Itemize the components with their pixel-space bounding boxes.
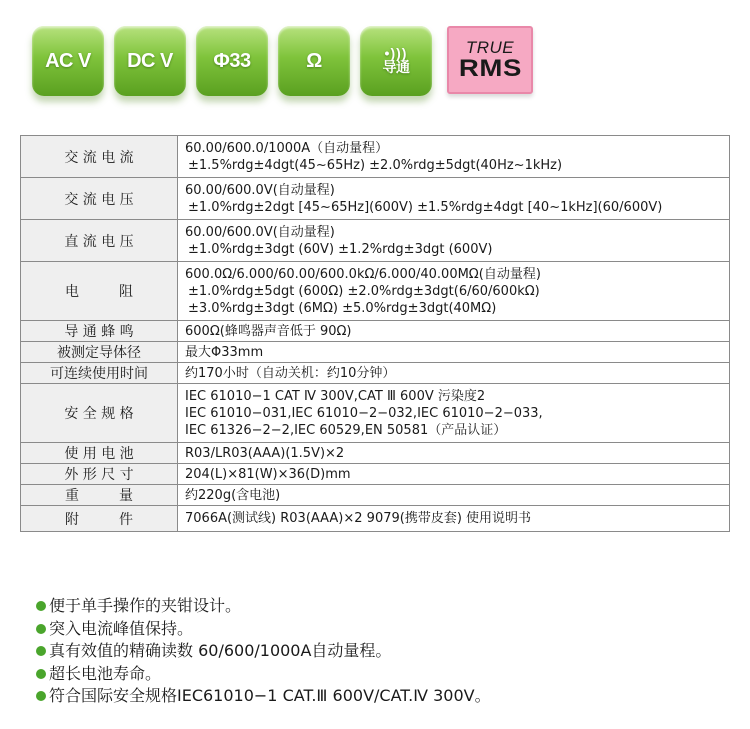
spec-value (178, 178, 730, 220)
continuity-label: 导通 (382, 60, 410, 76)
spec-row (21, 363, 730, 384)
feature-text: 超长电池寿命。 (49, 663, 162, 683)
spec-value-line: 60.00/600.0V(自动量程) (185, 182, 335, 198)
spec-value-line: ±3.0%rdg±3dgt (6MΩ) ±5.0%rdg±3dgt(40MΩ) (188, 300, 497, 316)
function-badges (22, 20, 542, 120)
spec-row (21, 506, 730, 532)
spec-row (21, 321, 730, 342)
true-rms-line2: RMS (458, 54, 522, 82)
jaw-diameter-badge (196, 26, 268, 96)
dc-voltage-badge (114, 26, 186, 96)
feature-item (36, 595, 491, 618)
spec-label: 附 件 (21, 506, 178, 532)
feature-text: 符合国际安全规格IEC61010−1 CAT.Ⅲ 600V/CAT.Ⅳ 300V。 (49, 686, 491, 705)
jaw-diameter-label: Φ33 (213, 49, 251, 72)
spec-row (21, 262, 730, 321)
feature-text: 突入电流峰值保持。 (49, 618, 194, 638)
spec-value (178, 443, 730, 464)
bullet-icon (36, 691, 46, 701)
spec-label: 使 用 电 池 (21, 443, 178, 464)
dc-voltage-label: DC V (127, 49, 173, 72)
bullet-icon (36, 646, 46, 656)
spec-value-line: IEC 61010−031,IEC 61010−2−032,IEC 61010−2−033, (185, 405, 543, 421)
spec-row (21, 485, 730, 506)
spec-value (178, 363, 730, 384)
true-rms-badge (447, 26, 533, 94)
buzzer-icon: •))) (384, 45, 408, 62)
spec-value-line: ±1.0%rdg±2dgt [45~65Hz](600V) ±1.5%rdg±4dgt [40~1kHz](60/600V) (188, 199, 663, 215)
spec-value-line: ±1.0%rdg±3dgt (60V) ±1.2%rdg±3dgt (600V) (188, 241, 493, 257)
spec-value-line: 204(L)×81(W)×36(D)mm (185, 466, 351, 482)
feature-text: 真有效值的精确读数 60/600/1000A自动量程。 (49, 641, 392, 660)
bullet-icon (36, 669, 46, 679)
spec-value (178, 384, 730, 443)
spec-value (178, 342, 730, 363)
spec-row (21, 443, 730, 464)
spec-value-line: 最大Φ33mm (185, 344, 264, 360)
ac-voltage-label: AC V (45, 49, 91, 72)
feature-item (36, 640, 491, 663)
spec-value-line: IEC 61010−1 CAT Ⅳ 300V,CAT Ⅲ 600V 污染度2 (185, 388, 486, 404)
bullet-icon (36, 624, 46, 634)
feature-item (36, 685, 491, 708)
spec-value-line: 600Ω(蜂鸣器声音低于 90Ω) (185, 323, 352, 339)
spec-label: 交 流 电 压 (21, 178, 178, 220)
spec-row (21, 136, 730, 178)
spec-row (21, 220, 730, 262)
feature-item (36, 663, 491, 686)
spec-value-line: 约220g(含电池) (185, 487, 281, 503)
spec-label: 电 阻 (21, 262, 178, 321)
spec-label: 直 流 电 压 (21, 220, 178, 262)
spec-label: 外 形 尺 寸 (21, 464, 178, 485)
spec-value-line: IEC 61326−2−2,IEC 60529,EN 50581（产品认证） (185, 422, 507, 438)
spec-value-line: 7066A(测试线) R03(AAA)×2 9079(携带皮套) 使用说明书 (185, 511, 532, 526)
spec-label: 安 全 规 格 (21, 384, 178, 443)
spec-label: 重 量 (21, 485, 178, 506)
spec-row (21, 342, 730, 363)
ac-voltage-badge (32, 26, 104, 96)
spec-value-line: ±1.5%rdg±4dgt(45~65Hz) ±2.0%rdg±5dgt(40Hz~1kHz) (188, 157, 563, 173)
feature-item (36, 618, 491, 641)
feature-text: 便于单手操作的夹钳设计。 (49, 596, 242, 615)
spec-row (21, 384, 730, 443)
spec-value (178, 485, 730, 506)
resistance-badge (278, 26, 350, 96)
spec-label: 导 通 蜂 鸣 (21, 321, 178, 342)
bullet-icon (36, 601, 46, 611)
spec-row (21, 464, 730, 485)
spec-value-line: 60.00/600.0V(自动量程) (185, 224, 335, 240)
spec-value (178, 321, 730, 342)
spec-label: 交 流 电 流 (21, 136, 178, 178)
spec-label: 可连续使用时间 (21, 363, 178, 384)
true-rms-line1: TRUE (465, 37, 515, 57)
spec-table (20, 135, 730, 532)
continuity-badge (360, 26, 432, 96)
spec-value (178, 136, 730, 178)
ohm-icon: Ω (306, 49, 322, 72)
spec-value (178, 464, 730, 485)
spec-value (178, 220, 730, 262)
spec-row (21, 178, 730, 220)
spec-label: 被测定导体径 (21, 342, 178, 363)
spec-value (178, 262, 730, 321)
spec-value (178, 506, 730, 532)
feature-list (36, 595, 491, 708)
spec-value-line: 约170小时（自动关机：约10分钟） (185, 365, 396, 381)
spec-value-line: ±1.0%rdg±5dgt (600Ω) ±2.0%rdg±3dgt(6/60/600kΩ) (188, 283, 540, 299)
spec-value-line: 600.0Ω/6.000/60.00/600.0kΩ/6.000/40.00MΩ(自动量程) (185, 266, 541, 282)
spec-value-line: 60.00/600.0/1000A（自动量程） (185, 140, 389, 156)
spec-value-line: R03/LR03(AAA)(1.5V)×2 (185, 445, 345, 461)
